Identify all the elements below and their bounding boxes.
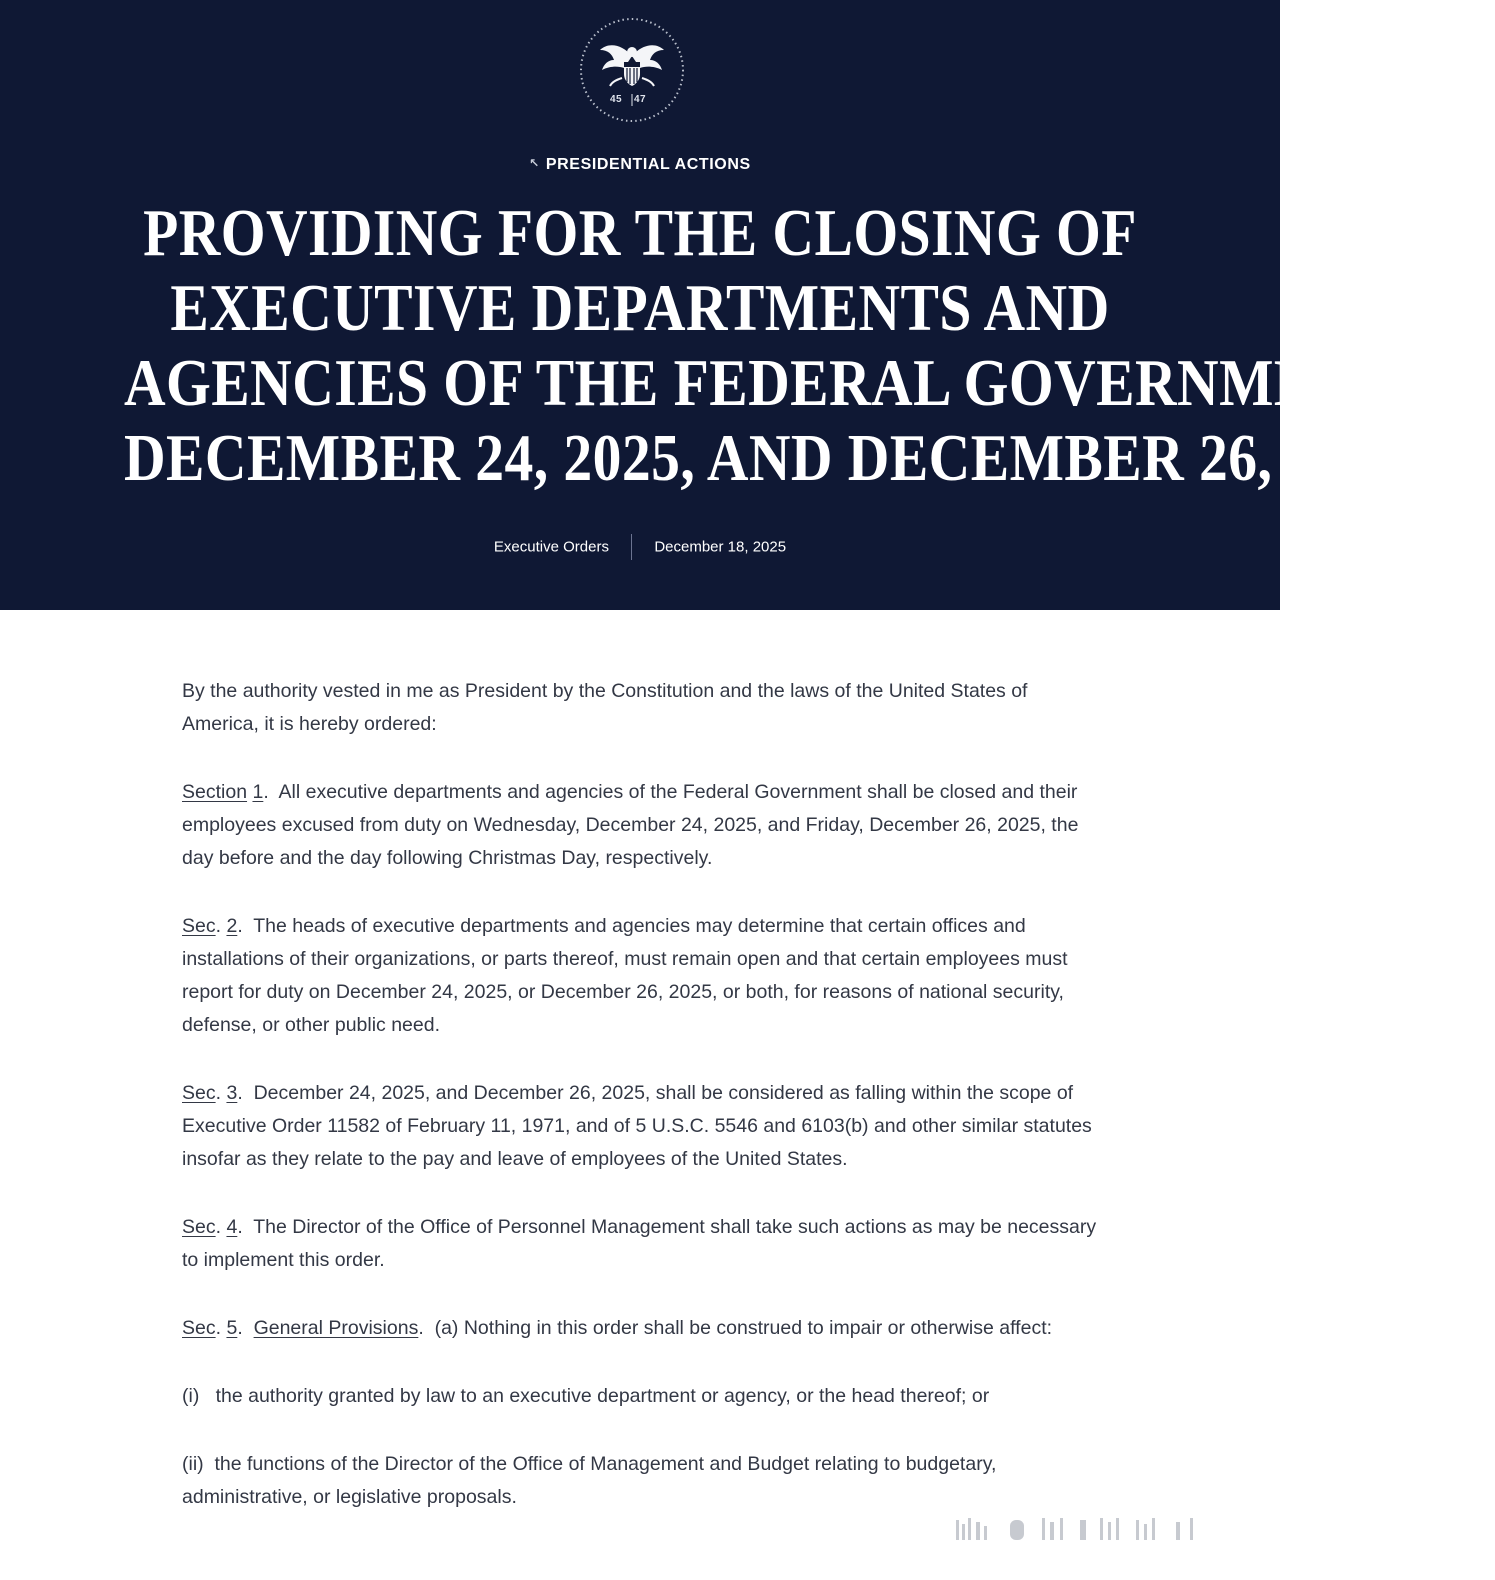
presidential-seal-icon — [578, 16, 686, 124]
order-body — [182, 675, 1102, 1549]
title-line: EXECUTIVE DEPARTMENTS AND — [170, 271, 1110, 345]
meta-category-link[interactable]: Executive Orders — [493, 538, 609, 556]
watermark-graphic — [950, 1514, 1250, 1542]
section-label: Sec — [182, 1082, 216, 1104]
section-label: Sec — [182, 915, 216, 937]
hero-header — [0, 0, 1495, 610]
section-3: Sec. 3. December 24, 2025, and December 26, 2025, shall be considered as falling within the scope of Executive Order 11582 of February 11, 1971, and of 5 U.S.C. 5546 and 6103(b) and other similar statutes insofar as they relate to the pay and leave of employees of the United States. — [182, 1082, 1092, 1170]
section-number: 1 — [252, 781, 264, 803]
section-2: Sec. 2. The heads of executive departments and agencies may determine that certain offices and installations of their organizations, or parts thereof, must remain open and that certain employees must report for duty on December 24, 2025, or December 26, 2025, or both, for reasons of national security, defense, or other public need. — [182, 915, 1068, 1036]
section-number: 2 — [226, 915, 238, 937]
title-line: PROVIDING FOR THE CLOSING OF — [143, 196, 1137, 270]
subitem-i: (i) the authority granted by law to an executive department or agency, or the head thereof; or — [182, 1385, 990, 1407]
section-number: 5 — [226, 1317, 238, 1339]
seal-number-left: 45 — [610, 94, 623, 105]
category-link[interactable] — [0, 156, 1280, 174]
section-5: Sec. 5. General Provisions. (a) Nothing in this order shall be construed to impair or otherwise affect: — [182, 1317, 1053, 1339]
seal-number-right: 47 — [634, 94, 647, 105]
section-heading: General Provisions — [253, 1317, 419, 1339]
section-label: Sec — [182, 1216, 216, 1238]
subitem-ii: (ii) the functions of the Director of the Office of Management and Budget relating to budgetary, administrative, or legislative proposals. — [182, 1453, 1002, 1508]
section-number: 3 — [226, 1082, 238, 1104]
seal-graphic — [578, 16, 686, 124]
intro-paragraph: By the authority vested in me as President by the Constitution and the laws of the United States of America, it is hereby ordered: — [182, 680, 1028, 735]
section-number: 4 — [226, 1216, 238, 1238]
section-1: Section 1. All executive departments and agencies of the Federal Government shall be closed and their employees excused from duty on Wednesday, December 24, 2025, and Friday, December 26, 2025, the day before and the day following Christmas Day, respectively. — [182, 781, 1079, 869]
watermark-logo — [950, 1514, 1250, 1542]
section-text: December 24, 2025, and December 26, 2025, shall be considered as falling within the scope of Executive Order 11582 of February 11, 1971, and of 5 U.S.C. 5546 and 6103(b) and other similar statutes insofar as they relate to the pay and leave of employees of the United States. — [182, 1082, 1092, 1170]
page-title — [124, 196, 1495, 496]
section-text: (a) Nothing in this order shall be construed to impair or otherwise affect: — [434, 1317, 1053, 1339]
title-line: DECEMBER 24, 2025, AND DECEMBER 26, 2025 — [124, 421, 1405, 495]
section-4: Sec. 4. The Director of the Office of Personnel Management shall take such actions as may be necessary to implement this order. — [182, 1216, 1097, 1271]
section-text: The heads of executive departments and agencies may determine that certain offices and installations of their organizations, or parts thereof, must remain open and that certain employees must report for duty on December 24, 2025, or December 26, 2025, or both, for reasons of national security, defense, or other public need. — [182, 915, 1068, 1036]
category-label: PRESIDENTIAL ACTIONS — [545, 156, 751, 173]
meta-divider — [631, 534, 632, 560]
section-text: The Director of the Office of Personnel Management shall take such actions as may be necessary to implement this order. — [182, 1216, 1097, 1271]
title-line: AGENCIES OF THE FEDERAL GOVERNMENT ON — [124, 346, 1495, 420]
arrow-up-left-icon: ↖ — [529, 156, 540, 170]
section-label: Section — [182, 781, 248, 803]
section-text: All executive departments and agencies of the Federal Government shall be closed and their employees excused from duty on Wednesday, December 24, 2025, and Friday, December 26, 2025, the day before and the day following Christmas Day, respectively. — [182, 781, 1079, 869]
article-meta — [0, 534, 1280, 560]
meta-date: December 18, 2025 — [654, 538, 787, 556]
section-label: Sec — [182, 1317, 216, 1339]
